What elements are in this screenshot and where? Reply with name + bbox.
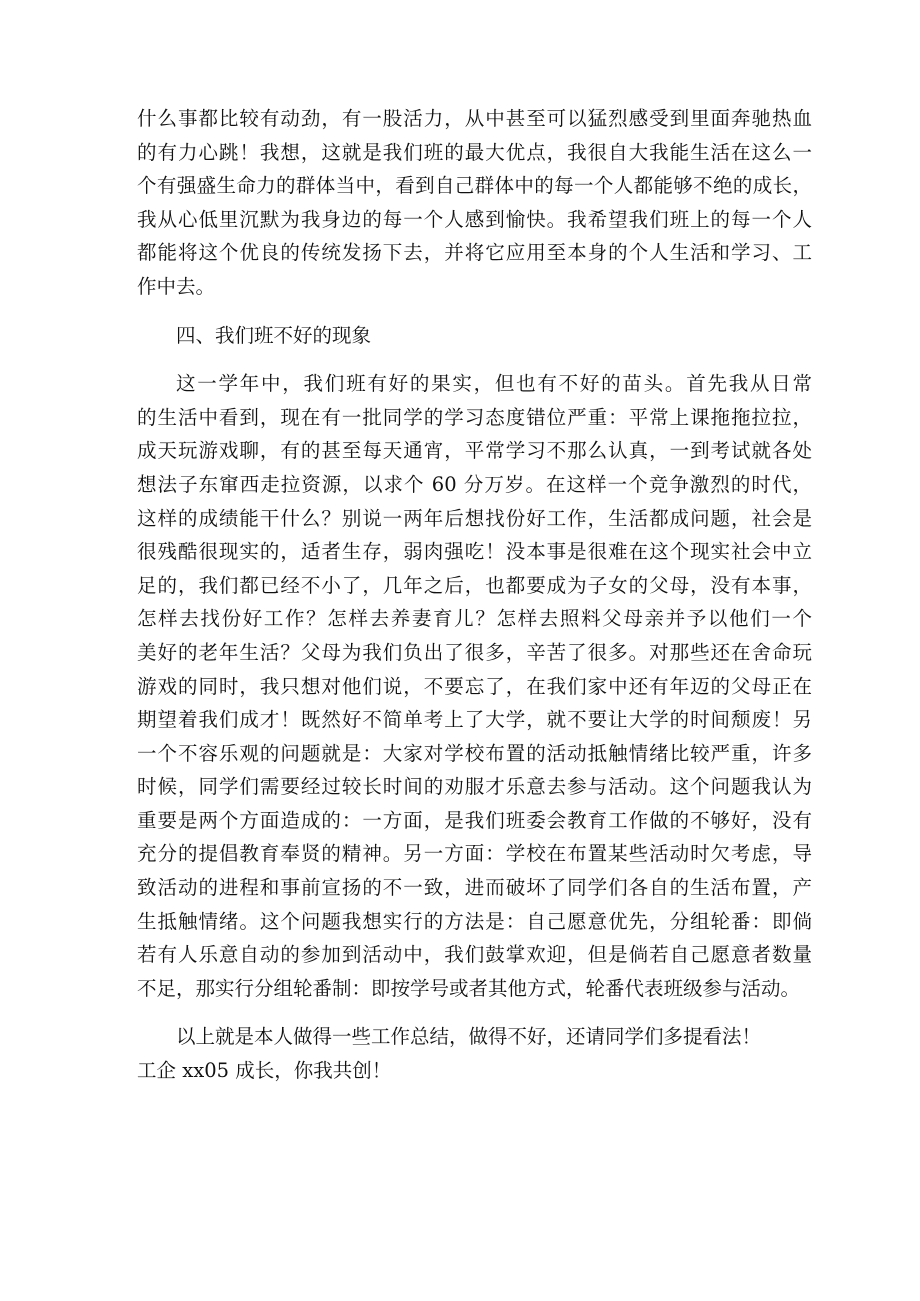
text-line: 什么事都比较有动劲，有一股活力，从中甚至可以猛烈感受到里面奔驰热血: [137, 107, 812, 130]
section-heading: 四、我们班不好的现象: [176, 323, 372, 347]
text-line: 工企 xx05 成长，你我共创！: [137, 1059, 392, 1083]
section-heading-4: [137, 319, 812, 353]
document-body: [137, 102, 812, 1088]
text-line: 致活动的进程和事前宣扬的不一致，进而破坏了同学们各自的生活布置，产: [137, 876, 812, 900]
text-line: 美好的老年生活？父母为我们负出了很多，辛苦了很多。对那些还在舍命玩: [137, 640, 812, 664]
text-line: 个有强盛生命力的群体当中，看到自己群体中的每一个人都能够不绝的成长，: [137, 174, 812, 198]
text-line: 作中去。: [137, 274, 216, 298]
text-line: 重要是两个方面造成的：一方面，是我们班委会教育工作做的不够好，没有: [137, 808, 812, 832]
text-line: 不足，那实行分组轮番制：即按学号或者其他方式，轮番代表班级参与活动。: [137, 976, 801, 1000]
paragraph-vitality: [137, 102, 812, 304]
text-line: 期望着我们成才！既然好不简单考上了大学，就不要让大学的时间颓废！另: [137, 708, 812, 732]
paragraph-problems: [137, 367, 812, 1005]
text-line: 我从心低里沉默为我身边的每一个人感到愉快。我希望我们班上的每一个人: [137, 207, 812, 231]
text-line: 的有力心跳！我想，这就是我们班的最大优点，我很自大我能生活在这么一: [137, 140, 812, 164]
text-line: 这一学年中，我们班有好的果实，但也有不好的苗头。首先我从日常: [176, 372, 812, 396]
text-line: 充分的提倡教育奉贤的精神。另一方面：学校在布置某些活动时欠考虑，导: [137, 842, 812, 866]
text-line: 时候，同学们需要经过较长时间的劝服才乐意去参与活动。这个问题我认为: [137, 775, 812, 799]
text-line: 以上就是本人做得一些工作总结，做得不好，还请同学们多提看法！: [176, 1025, 762, 1049]
text-line: 想法子东窜西走拉资源，以求个 60 分万岁。在这样一个竞争激烈的时代，: [137, 472, 812, 496]
text-line: 很残酷很现实的，适者生存，弱肉强吃！没本事是很难在这个现实社会中立: [137, 540, 812, 564]
text-line: 生抵触情绪。这个问题我想实行的方法是：自己愿意优先，分组轮番：即倘: [137, 909, 812, 933]
paragraph-closing: [137, 1020, 812, 1087]
text-line: 怎样去找份好工作？怎样去养妻育儿？怎样去照料父母亲并予以他们一个: [137, 607, 812, 631]
text-line: 若有人乐意自动的参加到活动中，我们鼓掌欢迎，但是倘若自己愿意者数量: [137, 943, 812, 967]
text-line: 都能将这个优良的传统发扬下去，并将它应用至本身的个人生活和学习、工: [137, 241, 812, 265]
text-line: 一个不容乐观的问题就是：大家对学校布置的活动抵触情绪比较严重，许多: [137, 741, 812, 765]
text-line: 的生活中看到，现在有一批同学的学习态度错位严重：平常上课拖拖拉拉，: [137, 405, 812, 429]
text-line: 成天玩游戏聊，有的甚至每天通宵，平常学习不那么认真，一到考试就各处: [137, 439, 812, 463]
text-line: 这样的成绩能干什么？别说一两年后想找份好工作，生活都成问题，社会是: [137, 506, 812, 530]
text-line: 游戏的同时，我只想对他们说，不要忘了，在我们家中还有年迈的父母正在: [137, 674, 812, 698]
text-line: 足的，我们都已经不小了，几年之后，也都要成为子女的父母，没有本事，: [137, 573, 812, 597]
